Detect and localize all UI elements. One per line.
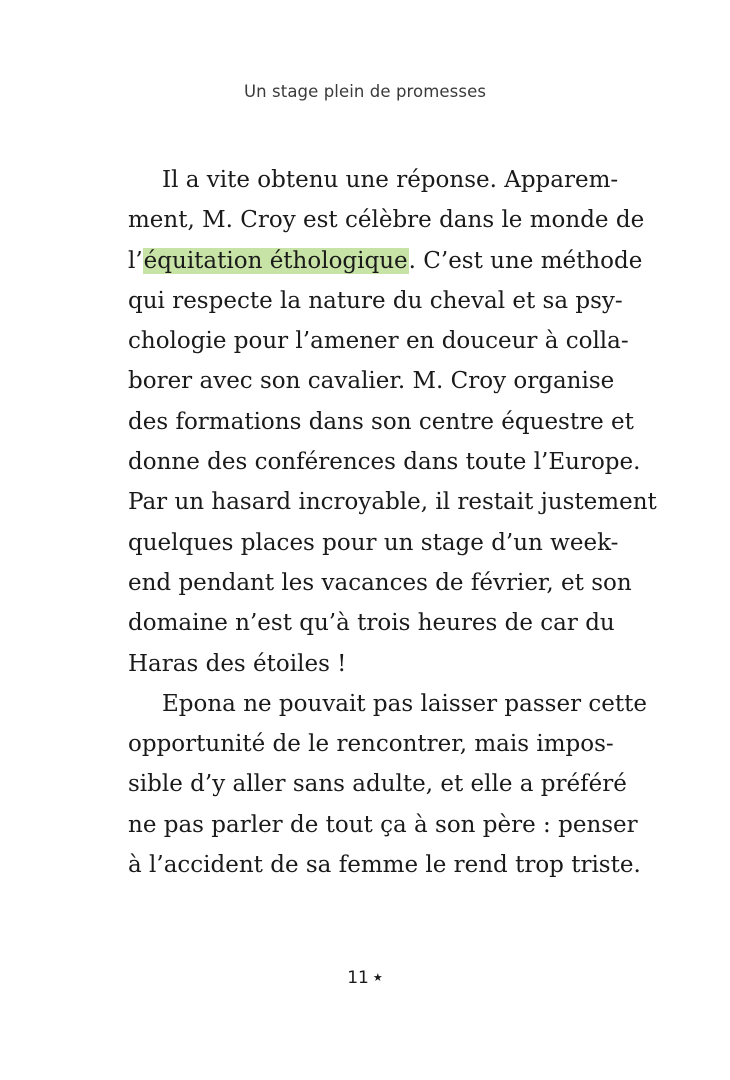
text-line: ment, M. Croy est célèbre dans le monde de [128, 207, 645, 234]
text-line: Il a vite obtenu une réponse. Apparem- [162, 167, 619, 193]
text-line: qui respecte la nature du cheval et sa psy- [128, 287, 623, 314]
text-fragment: . C’est une méthode [408, 247, 643, 274]
text-line: borer avec son cavalier. M. Croy organise [128, 368, 615, 395]
running-header: Un stage plein de promesses [243, 82, 487, 101]
text-line: des formations dans son centre équestre et [128, 408, 634, 435]
text-line: Epona ne pouvait pas laisser passer cette [162, 690, 647, 717]
text-line: à l’accident de sa femme le rend trop triste. [128, 852, 641, 879]
text-line: opportunité de le rencontrer, mais impos- [128, 731, 614, 758]
text-line [128, 241, 643, 281]
text-line: Haras des étoiles ! [128, 650, 347, 677]
text-line: donne des conférences dans toute l’Europe. [128, 449, 641, 476]
text-line: sible d’y aller sans adulte, et elle a préféré [128, 771, 627, 798]
page-number [0, 968, 730, 988]
body-text [128, 160, 657, 885]
text-line: domaine n’est qu’à trois heures de car du [128, 610, 615, 637]
star-icon: ★ [372, 971, 383, 984]
text-line: ne pas parler de tout ça à son père : penser [128, 811, 638, 838]
text-line: end pendant les vacances de février, et son [128, 569, 632, 596]
page-number-value: 11 [347, 968, 369, 988]
text-line: quelques places pour un stage d’un week- [128, 529, 619, 556]
text-line: chologie pour l’amener en douceur à colla- [128, 328, 629, 355]
highlighted-term[interactable]: équitation éthologique [143, 247, 408, 274]
text-fragment: l’ [128, 247, 143, 274]
text-line: Par un hasard incroyable, il restait justement [128, 489, 657, 516]
